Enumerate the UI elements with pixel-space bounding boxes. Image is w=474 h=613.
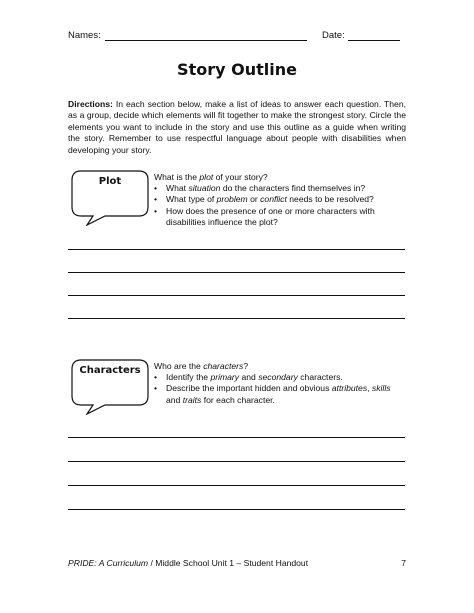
date-field[interactable] [348, 40, 400, 41]
directions-paragraph [68, 99, 406, 156]
footer-credit: PRIDE: A Curriculum / Middle School Unit 1 – Student Handout [68, 558, 309, 568]
characters-speech-bubble [71, 359, 149, 415]
characters-answer-line[interactable] [68, 509, 405, 510]
date-label: Date: [322, 30, 345, 41]
characters-prompts [154, 361, 406, 406]
page-title: Story Outline [177, 60, 297, 79]
plot-question: What is the plot of your story? [154, 172, 268, 182]
characters-question: Who are the characters? [154, 361, 249, 371]
characters-answer-line[interactable] [68, 437, 405, 438]
plot-speech-bubble [71, 170, 149, 226]
bullet-item: • What type of problem or conflict needs to be resolved? [154, 194, 406, 205]
bullet-item: • How does the presence of one or more characters with disabilities influence the plot? [154, 206, 406, 228]
directions-label: Directions: [68, 99, 113, 109]
names-label: Names: [68, 30, 101, 41]
bullet-item: • What situation do the characters find themselves in? [154, 183, 406, 194]
characters-answer-line[interactable] [68, 485, 405, 486]
plot-answer-line[interactable] [68, 272, 405, 273]
characters-bubble-label: Characters [79, 365, 141, 376]
plot-prompts [154, 172, 406, 228]
bullet-item: • Identify the primary and secondary characters. [154, 372, 406, 383]
names-field[interactable] [105, 40, 307, 41]
characters-bullet-list [154, 372, 406, 406]
plot-bubble-label: Plot [98, 176, 122, 187]
characters-answer-line[interactable] [68, 461, 405, 462]
plot-bullet-list [154, 183, 406, 228]
bullet-item: • Describe the important hidden and obvious attributes, skills and traits for each character. [154, 383, 406, 405]
plot-answer-line[interactable] [68, 295, 405, 296]
plot-answer-line[interactable] [68, 249, 405, 250]
directions-text: In each section below, make a list of ideas to answer each question. Then, as a group, decide which elements will fit together to make the strongest story. Circle the elements you want to include in the story and use this outline as a guide when writing the story. Remember to use respectful language about people with disabilities when developing your story. [68, 99, 406, 155]
plot-answer-line[interactable] [68, 318, 405, 319]
page-number: 7 [401, 558, 406, 568]
